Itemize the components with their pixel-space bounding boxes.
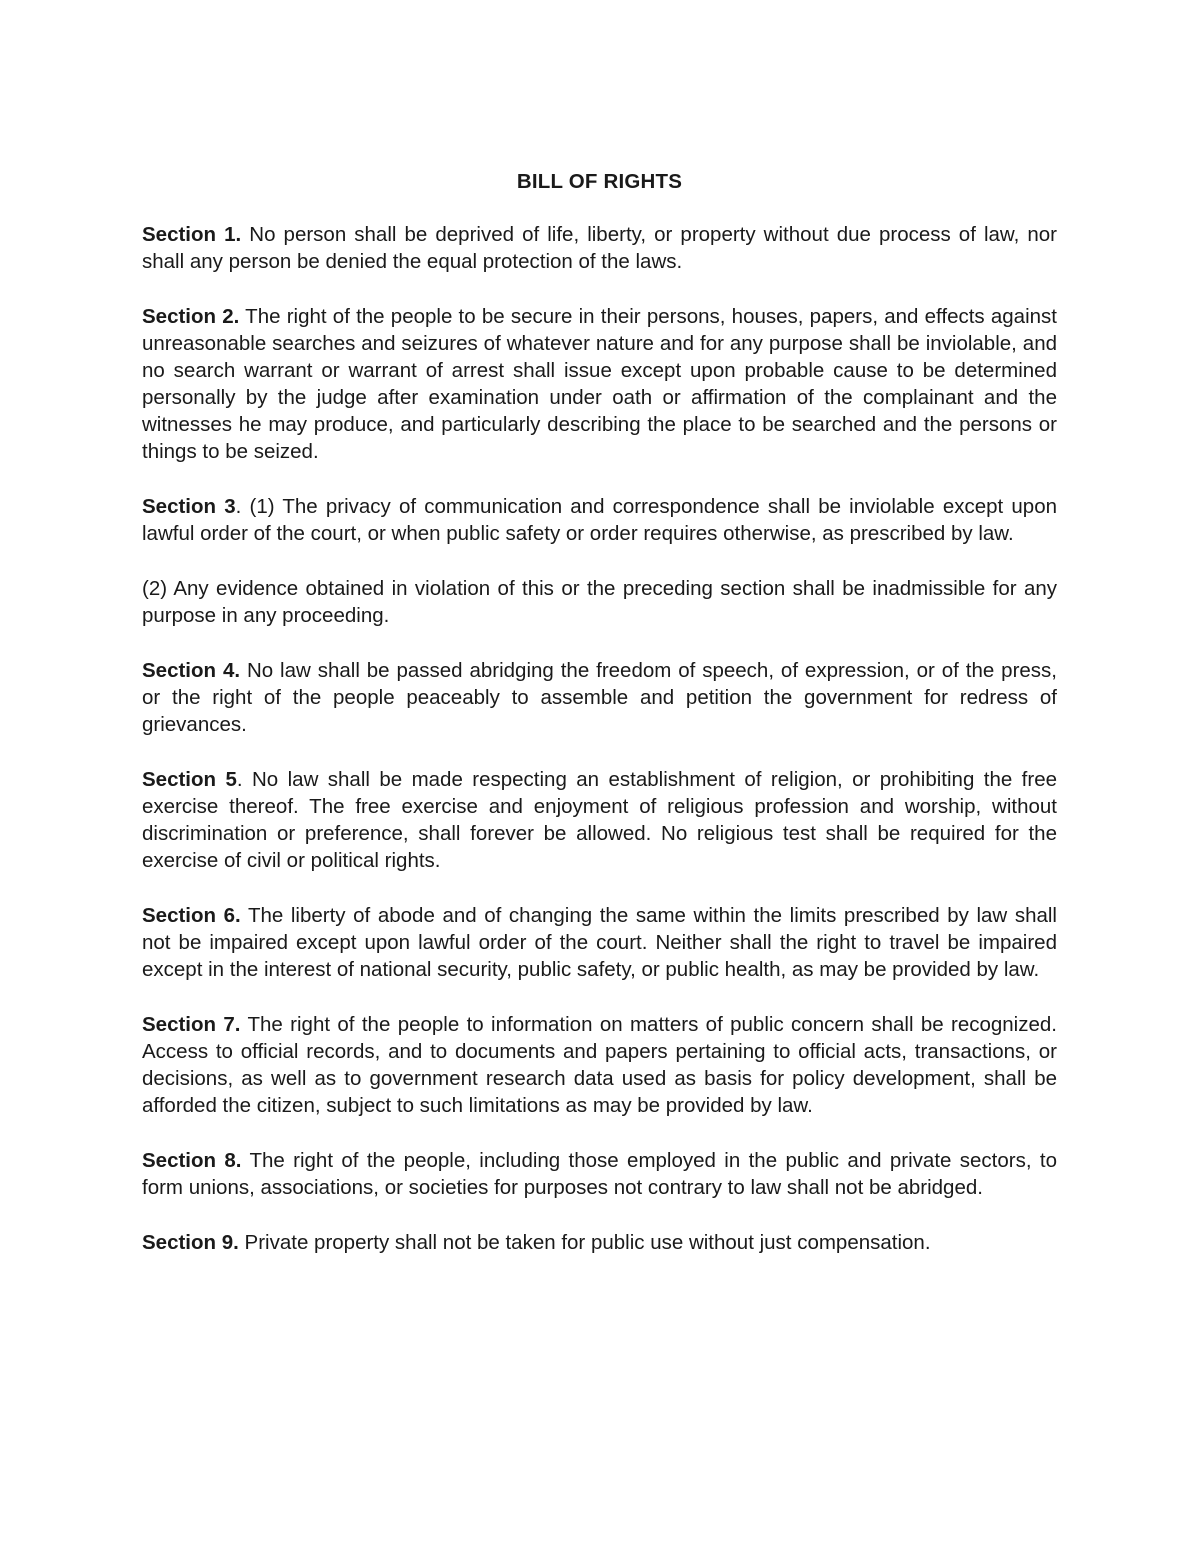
section-text: No person shall be deprived of life, liberty, or property without due process of law, nor shall any person be denied the equal protection of the laws. xyxy=(142,223,1057,273)
section-text: . (1) The privacy of communication and correspondence shall be inviolable except upon lawful order of the court, or when public safety or order requires otherwise, as prescribed by law. xyxy=(142,495,1057,545)
document-title: BILL OF RIGHTS xyxy=(516,170,683,193)
section-text: The right of the people to information on matters of public concern shall be recognized. Access to official records, and to documents and papers pertaining to official acts, transactions, or decisions, as well as to government research data used as basis for policy development, shall be afforded the citizen, subject to such limitations as may be provided by law. xyxy=(142,1013,1057,1117)
section-text: Private property shall not be taken for public use without just compensation. xyxy=(238,1231,931,1254)
section-text: The liberty of abode and of changing the same within the limits prescribed by law shall not be impaired except upon lawful order of the court. Neither shall the right to travel be impaired except in the interest of national security, public safety, or public health, as may be provided by law. xyxy=(142,904,1057,981)
section-label: Section 2. xyxy=(142,305,240,328)
section-4-paragraph xyxy=(142,657,1057,738)
section-text: . No law shall be made respecting an establishment of religion, or prohibiting the free exercise thereof. The free exercise and enjoyment of religious profession and worship, without discrimination or preference, shall forever be allowed. No religious test shall be required for the exercise of civil or political rights. xyxy=(142,768,1058,872)
section-text: (2) Any evidence obtained in violation of this or the preceding section shall be inadmissible for any purpose in any proceeding. xyxy=(142,577,1057,627)
section-5-paragraph xyxy=(142,766,1057,874)
section-text: No law shall be passed abridging the freedom of speech, of expression, or of the press, or the right of the people peaceably to assemble and petition the government for redress of grievances. xyxy=(142,659,1057,736)
section-label: Section 6. xyxy=(142,904,241,927)
section-3-subparagraph-2 xyxy=(142,575,1057,629)
section-label: Section 8. xyxy=(142,1149,242,1172)
section-3-paragraph xyxy=(142,493,1057,547)
document-page xyxy=(142,168,1057,1284)
section-label: Section 7. xyxy=(142,1013,241,1036)
section-label: Section 9. xyxy=(142,1231,239,1254)
section-label: Section 5 xyxy=(142,768,237,791)
section-label: Section 1. xyxy=(142,223,242,246)
section-6-paragraph xyxy=(142,902,1057,983)
section-7-paragraph xyxy=(142,1011,1057,1119)
section-text: The right of the people, including those employed in the public and private sectors, to form unions, associations, or societies for purposes not contrary to law shall not be abridged. xyxy=(142,1149,1058,1199)
section-1-paragraph xyxy=(142,221,1057,275)
section-9-paragraph xyxy=(142,1229,1057,1256)
section-label: Section 4. xyxy=(142,659,241,682)
section-2-paragraph xyxy=(142,303,1057,465)
section-text: The right of the people to be secure in their persons, houses, papers, and effects against unreasonable searches and seizures of whatever nature and for any purpose shall be inviolable, and no search warrant or warrant of arrest shall issue except upon probable cause to be determined personally by the judge after examination under oath or affirmation of the complainant and the witnesses he may produce, and particularly describing the place to be searched and the persons or things to be seized. xyxy=(142,305,1057,463)
section-label: Section 3 xyxy=(142,495,236,518)
section-8-paragraph xyxy=(142,1147,1057,1201)
